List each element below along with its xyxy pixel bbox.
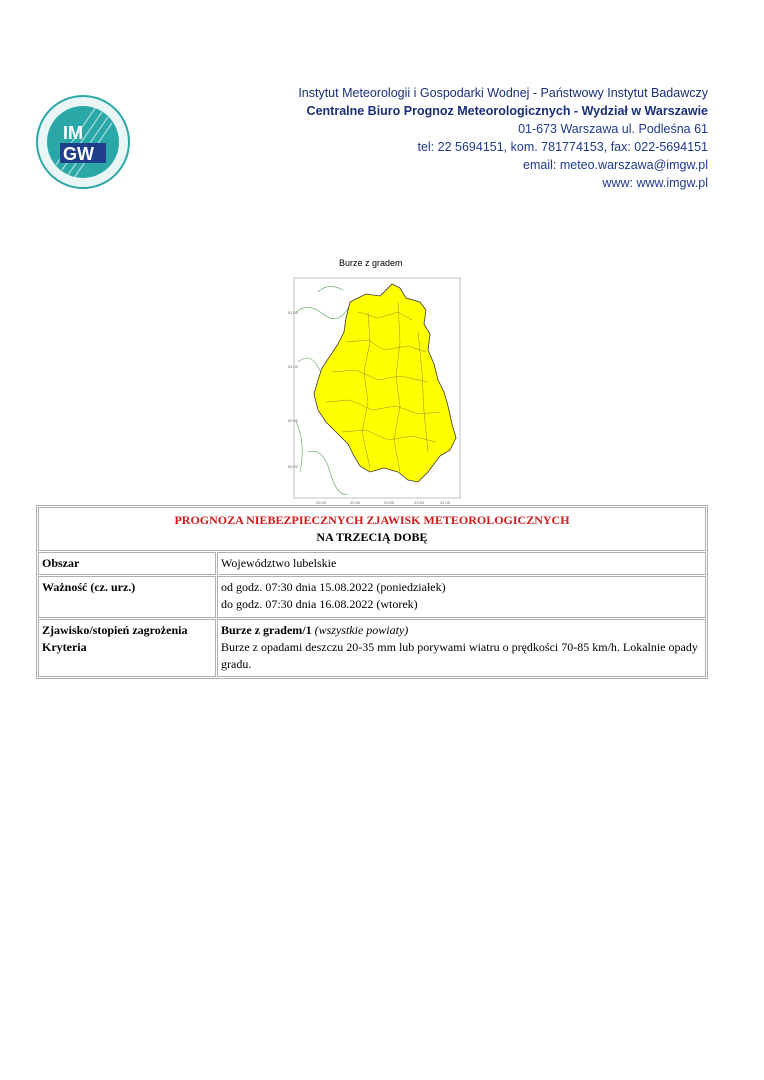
phenomenon-scope: (wszystkie powiaty) [314, 623, 409, 637]
website-line: www: www.imgw.pl [602, 176, 708, 190]
table-title: PROGNOZA NIEBEZPIECZNYCH ZJAWISK METEOROLOGICZNYCH [174, 513, 570, 527]
area-value: Województwo lubelskie [217, 552, 706, 575]
svg-text:22.50: 22.50 [350, 500, 361, 504]
table-row [38, 576, 706, 618]
map-title: Burze z gradem [339, 258, 403, 268]
svg-text:24.00: 24.00 [440, 500, 451, 504]
validity-from: od godz. 07:30 dnia 15.08.2022 (poniedziałek) [221, 580, 446, 594]
warning-table [36, 505, 708, 679]
office-name: Centralne Biuro Prognoz Meteorologicznych - Wydział w Warszawie [306, 104, 708, 118]
institution-header [298, 84, 708, 192]
svg-text:23.50: 23.50 [414, 500, 425, 504]
criteria-text: Burze z opadami deszczu 20-35 mm lub porywami wiatru o prędkości 70-85 km/h. Lokalnie opady gradu. [221, 640, 698, 671]
phenomenon-value [217, 619, 706, 677]
phenomenon-labels [38, 619, 216, 677]
svg-text:IM: IM [63, 123, 83, 143]
address: 01-673 Warszawa ul. Podleśna 61 [518, 122, 708, 136]
svg-text:50.50: 50.50 [288, 418, 299, 423]
validity-label: Ważność (cz. urz.) [38, 576, 216, 618]
svg-text:50.00: 50.00 [288, 464, 299, 469]
validity-value [217, 576, 706, 618]
phenomenon-name: Burze z gradem/1 [221, 623, 312, 637]
table-row [38, 619, 706, 677]
validity-to: do godz. 07:30 dnia 16.08.2022 (wtorek) [221, 597, 418, 611]
area-label: Obszar [38, 552, 216, 575]
svg-text:51.00: 51.00 [288, 364, 299, 369]
warning-map [288, 272, 470, 504]
svg-text:GW: GW [63, 144, 94, 164]
email-line: email: meteo.warszawa@imgw.pl [523, 158, 708, 172]
imgw-logo [36, 95, 130, 189]
criteria-label: Kryteria [42, 640, 87, 654]
institution-name: Instytut Meteorologii i Gospodarki Wodnej - Państwowy Instytut Badawczy [298, 86, 708, 100]
table-subtitle: NA TRZECIĄ DOBĘ [316, 530, 428, 544]
svg-text:23.00: 23.00 [384, 500, 395, 504]
svg-text:22.00: 22.00 [316, 500, 327, 504]
phenomenon-label: Zjawisko/stopień zagrożenia [42, 623, 188, 637]
phone-line: tel: 22 5694151, kom. 781774153, fax: 022-5694151 [417, 140, 708, 154]
table-header [38, 507, 706, 551]
table-row [38, 552, 706, 575]
svg-text:51.50: 51.50 [288, 310, 299, 315]
